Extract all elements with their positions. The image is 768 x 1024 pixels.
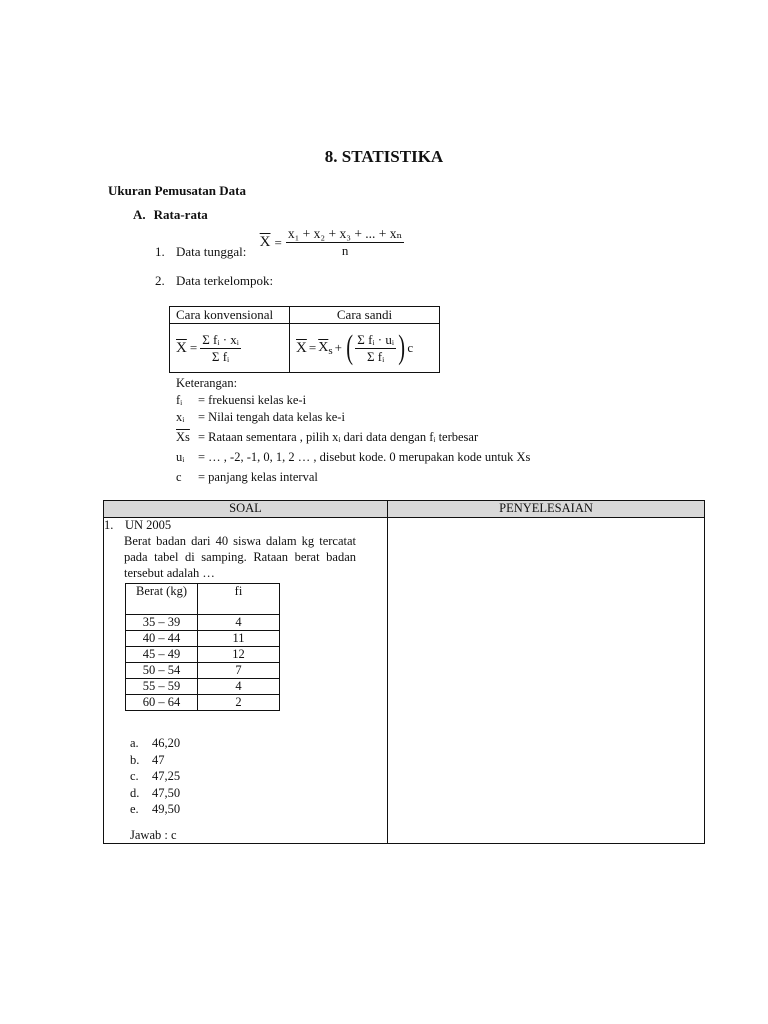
subsection-heading bbox=[133, 207, 208, 223]
table-row bbox=[126, 631, 280, 647]
option-c bbox=[130, 768, 387, 785]
fraction bbox=[200, 332, 241, 365]
option-b bbox=[130, 752, 387, 769]
option-value: 47,25 bbox=[152, 769, 181, 783]
freq-cell: 11 bbox=[198, 631, 280, 647]
mean-symbol: $\overline{X}$ bbox=[259, 234, 271, 250]
mean-symbol: $\overline{X}$ bbox=[176, 339, 187, 356]
keterangan-text: = Nilai tengah data kelas ke-i bbox=[198, 410, 345, 424]
option-d bbox=[130, 785, 387, 802]
plus-sign: + bbox=[334, 340, 342, 355]
numerator: Σ fᵢ · xᵢ bbox=[202, 331, 239, 347]
item-data-terkelompok bbox=[155, 273, 273, 289]
item-label: Data terkelompok: bbox=[176, 273, 274, 288]
freq-cell: 12 bbox=[198, 647, 280, 663]
equals-sign: = bbox=[308, 340, 317, 355]
header-sandi: Cara sandi bbox=[290, 307, 440, 324]
option-value: 47,50 bbox=[152, 785, 181, 800]
range-cell: 60 – 64 bbox=[126, 695, 198, 711]
option-value: 46,20 bbox=[152, 736, 181, 750]
formula-konvensional bbox=[170, 324, 290, 373]
formula-data-tunggal bbox=[260, 226, 405, 259]
denominator: n bbox=[341, 243, 349, 258]
keterangan-line bbox=[176, 407, 530, 427]
keterangan-key: c bbox=[176, 470, 182, 484]
keterangan-key: fᵢ bbox=[176, 393, 183, 407]
option-a bbox=[130, 735, 387, 752]
range-cell: 50 – 54 bbox=[126, 663, 198, 679]
keterangan-key: uᵢ bbox=[176, 450, 185, 464]
range-cell: 35 – 39 bbox=[126, 615, 198, 631]
keterangan-line bbox=[176, 447, 530, 467]
item-label: Data tunggal: bbox=[176, 244, 247, 259]
fraction bbox=[355, 332, 396, 365]
freq-cell: 4 bbox=[198, 679, 280, 695]
option-letter: b. bbox=[130, 752, 140, 767]
freq-cell: 2 bbox=[198, 695, 280, 711]
item-data-tunggal bbox=[155, 226, 404, 269]
range-cell: 55 – 59 bbox=[126, 679, 198, 695]
solution-cell bbox=[388, 518, 705, 844]
header-soal: SOAL bbox=[104, 501, 388, 518]
option-letter: a. bbox=[130, 736, 139, 750]
question-header bbox=[104, 518, 387, 533]
numerator: Σ fᵢ · uᵢ bbox=[357, 331, 394, 347]
right-paren-icon: ) bbox=[398, 329, 406, 366]
question-source: UN 2005 bbox=[125, 518, 172, 532]
formula-sandi bbox=[290, 324, 440, 373]
numerator: x₁ + x₂ + x₃ + ... + xₙ bbox=[287, 226, 403, 241]
answer-key: Jawab : c bbox=[130, 827, 177, 842]
methods-table bbox=[169, 306, 440, 373]
problem-table bbox=[103, 500, 705, 844]
keterangan-key: $\overline{Xs}$ bbox=[176, 430, 190, 444]
denominator: Σ fᵢ bbox=[211, 348, 230, 364]
freq-cell: 4 bbox=[198, 615, 280, 631]
keterangan-text: = frekuensi kelas ke-i bbox=[198, 393, 307, 407]
keterangan-line bbox=[176, 427, 530, 447]
multiplier-c: c bbox=[407, 340, 414, 355]
option-letter: e. bbox=[130, 802, 139, 816]
page-title: 8. STATISTIKA bbox=[324, 147, 444, 166]
subsection-label: Rata-rata bbox=[153, 207, 208, 222]
table-row bbox=[126, 695, 280, 711]
option-value: 49,50 bbox=[152, 802, 181, 816]
equals-sign: = bbox=[274, 234, 282, 250]
keterangan-heading: Keterangan: bbox=[176, 376, 238, 390]
left-paren-icon: ( bbox=[346, 329, 353, 366]
header-fi: fi bbox=[198, 584, 280, 615]
keterangan-text: = panjang kelas interval bbox=[198, 470, 318, 484]
option-e bbox=[130, 801, 387, 818]
subsection-letter: A. bbox=[133, 207, 146, 222]
option-letter: d. bbox=[130, 785, 140, 800]
section-heading: Ukuran Pemusatan Data bbox=[108, 183, 246, 198]
header-berat: Berat (kg) bbox=[126, 584, 198, 615]
denominator: Σ fᵢ bbox=[366, 348, 385, 364]
question-number: 1. bbox=[104, 518, 114, 532]
item-number: 1. bbox=[155, 244, 165, 259]
table-row bbox=[126, 615, 280, 631]
freq-cell: 7 bbox=[198, 663, 280, 679]
range-cell: 45 – 49 bbox=[126, 647, 198, 663]
mean-symbol: $\overline{X}$ bbox=[296, 339, 307, 356]
question-cell bbox=[104, 518, 388, 844]
table-row bbox=[126, 647, 280, 663]
weight-frequency-table bbox=[125, 583, 280, 711]
fraction bbox=[286, 226, 405, 259]
answer-options bbox=[130, 735, 387, 818]
item-number: 2. bbox=[155, 273, 165, 288]
keterangan-block bbox=[176, 376, 530, 487]
keterangan-line bbox=[176, 467, 530, 487]
keterangan-text: = Rataan sementara , pilih xᵢ dari data dengan fᵢ terbesar bbox=[198, 430, 479, 444]
equals-sign: = bbox=[189, 340, 198, 355]
subscript-s: s bbox=[328, 345, 333, 357]
keterangan-key: xᵢ bbox=[176, 410, 185, 424]
option-letter: c. bbox=[130, 769, 139, 783]
temporary-mean-symbol: $\overline{X}$ bbox=[318, 340, 329, 355]
range-cell: 40 – 44 bbox=[126, 631, 198, 647]
table-row bbox=[126, 663, 280, 679]
question-text: Berat badan dari 40 siswa dalam kg tercatat pada tabel di samping. Rataan berat badan tersebut adalah … bbox=[124, 534, 356, 580]
keterangan-text: = … , -2, -1, 0, 1, 2 … , disebut kode. 0 merupakan kode untuk Xs bbox=[198, 450, 531, 464]
header-konvensional: Cara konvensional bbox=[170, 307, 290, 324]
header-penyelesaian: PENYELESAIAN bbox=[388, 501, 705, 518]
option-value: 47 bbox=[152, 752, 165, 767]
table-row bbox=[126, 679, 280, 695]
